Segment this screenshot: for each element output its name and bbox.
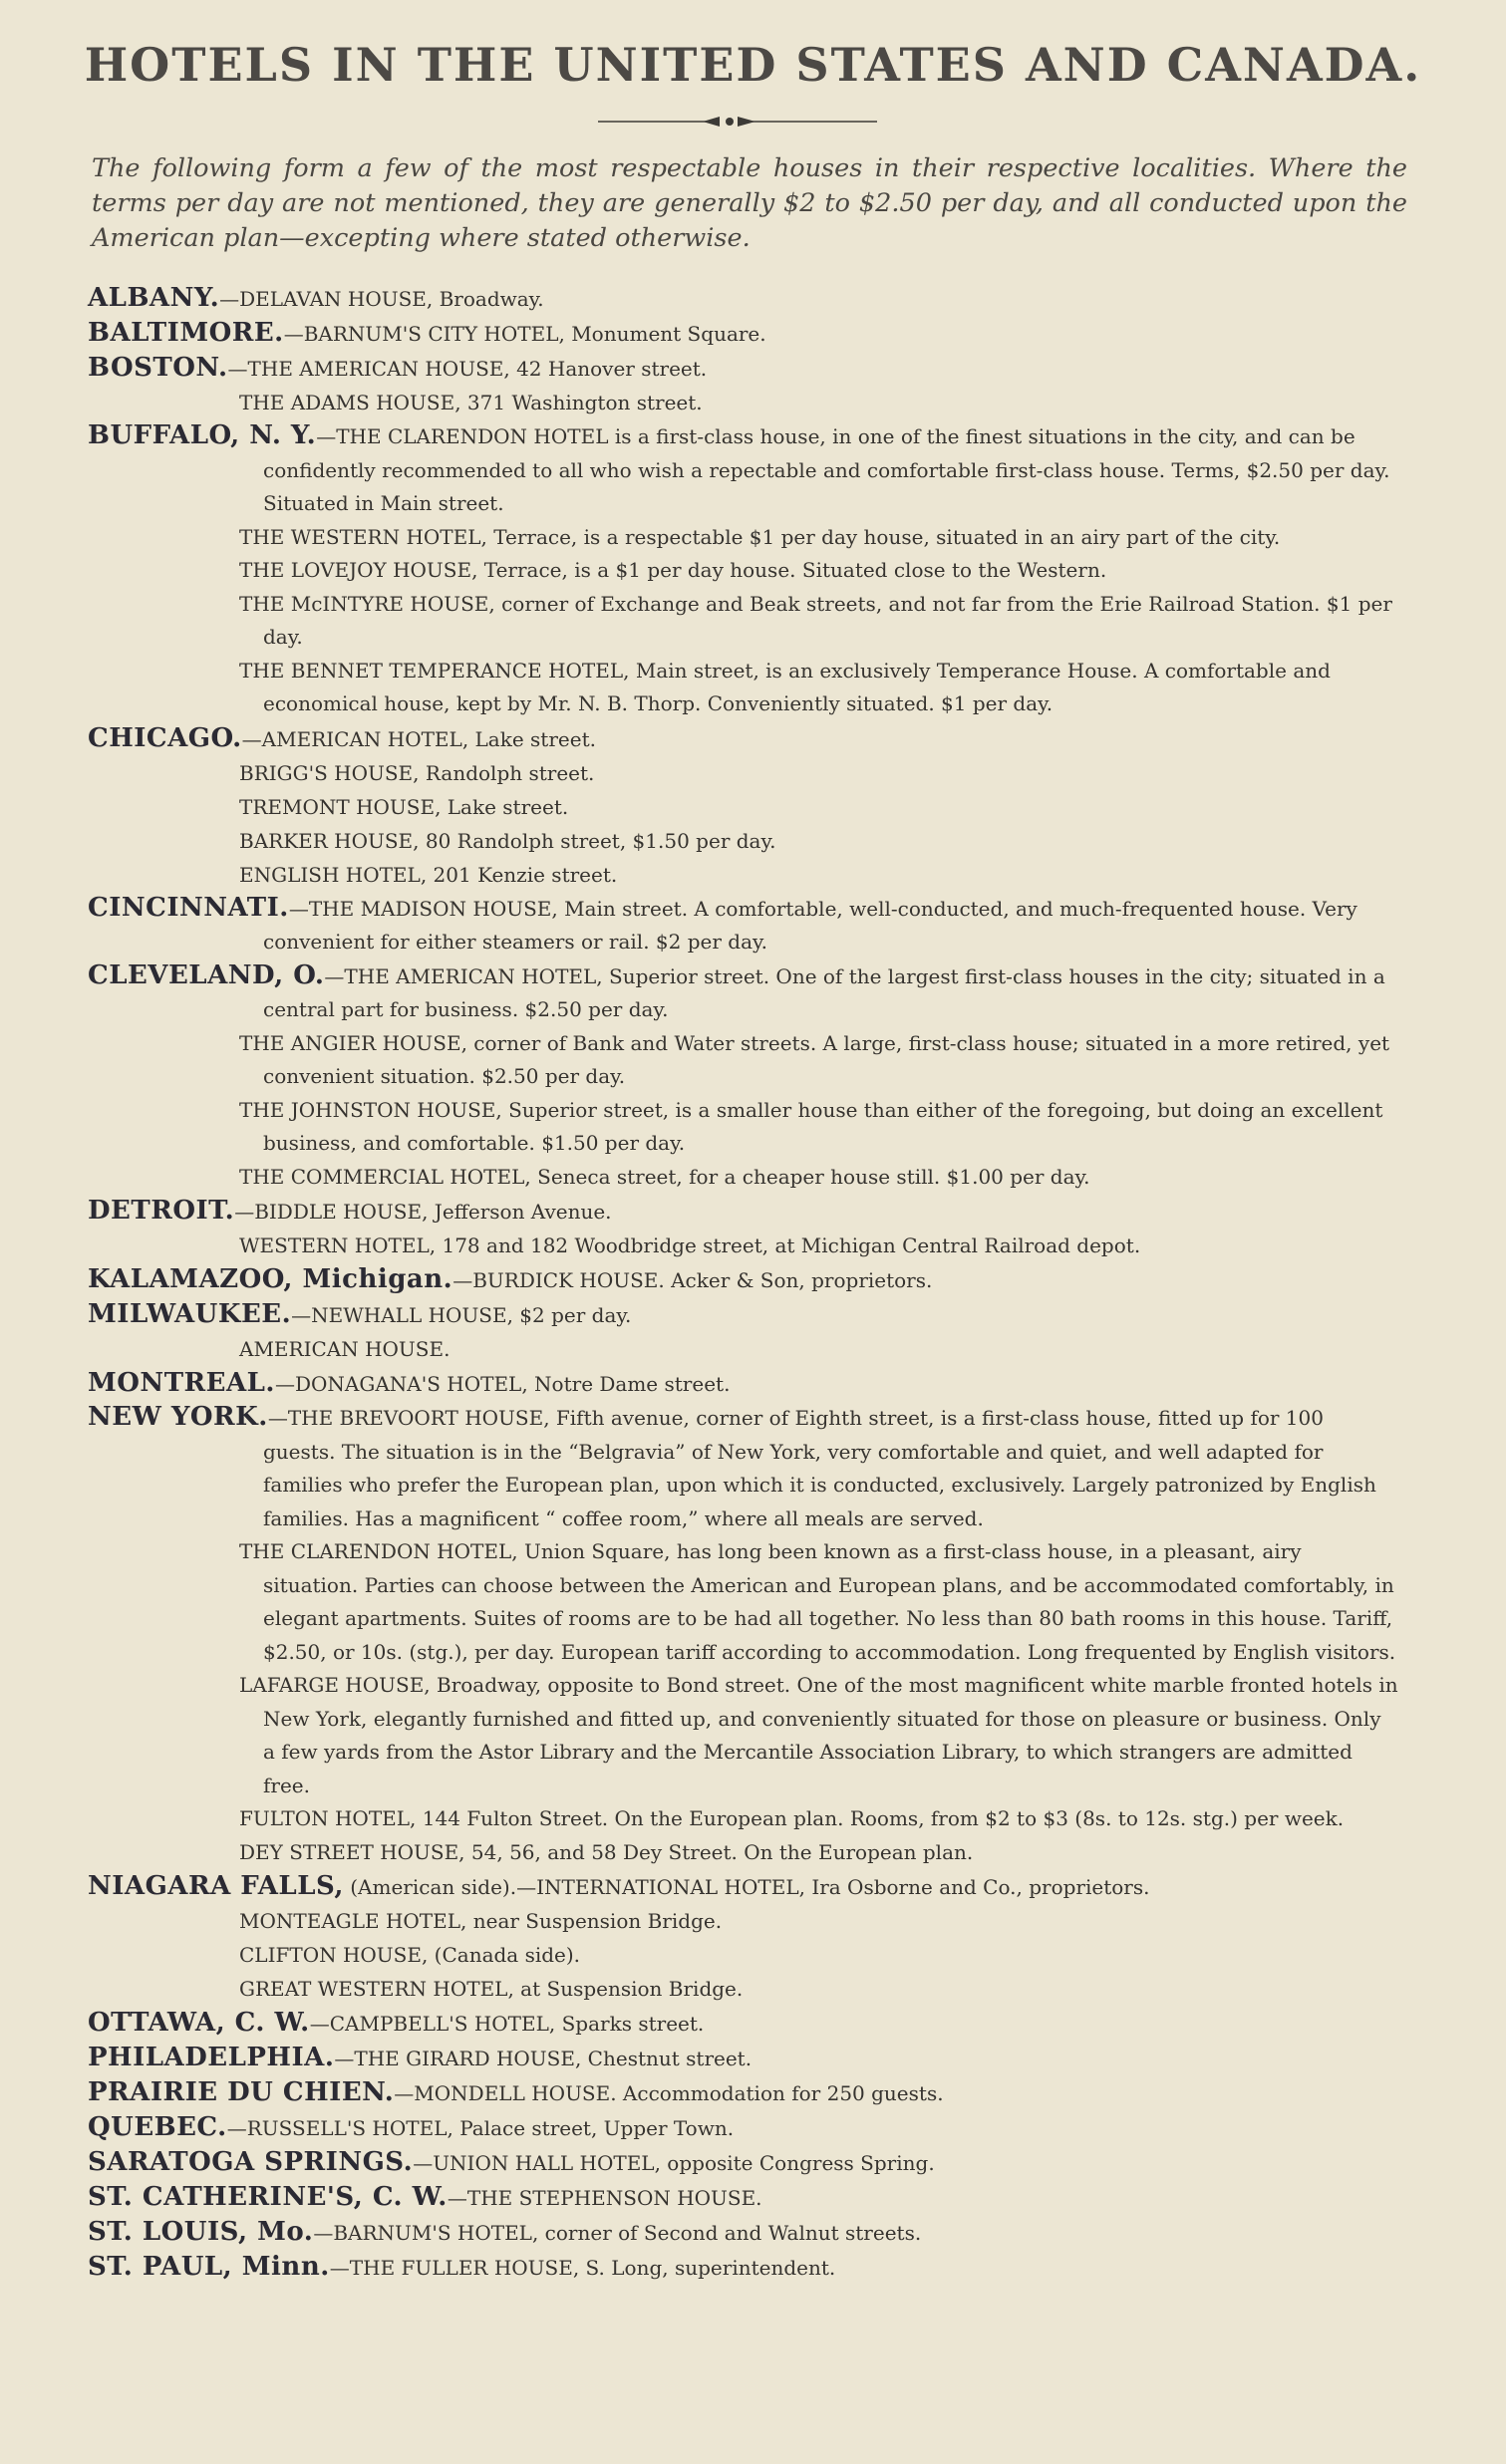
hotel-text: —RUSSELL'S HOTEL, Palace street, Upper Town. (226, 2116, 735, 2140)
page-title: HOTELS IN THE UNITED STATES AND CANADA. (84, 38, 1422, 92)
entry-cincinnati (88, 892, 1398, 959)
hotel-text: —DELAVAN HOUSE, Broadway. (219, 287, 544, 311)
entry-saratoga-springs (88, 2145, 1398, 2180)
sub-hotel: BARKER HOUSE, 80 Randolph street, $1.50 per day. (239, 828, 776, 853)
city-name: NEW YORK. (88, 1402, 268, 1432)
hotel-list (88, 281, 1398, 2285)
hotel-text: —CAMPBELL'S HOTEL, Sparks street. (309, 2012, 705, 2036)
sub-hotel: AMERICAN HOUSE. (239, 1337, 451, 1361)
sub-hotel: WESTERN HOTEL, 178 and 182 Woodbridge street, at Michigan Central Railroad depot. (239, 1233, 1141, 1257)
entry-st-louis (88, 2215, 1398, 2250)
sub-hotel: FULTON HOTEL, 144 Fulton Street. On the European plan. Rooms, from $2 to $3 (8s. to 12s. stg.) per week. (239, 1806, 1345, 1830)
entry-cleveland (88, 959, 1398, 1027)
hotel-text: —NEWHALL HOUSE, $2 per day. (291, 1303, 632, 1327)
entry-detroit (88, 1194, 1398, 1229)
city-name: OTTAWA, C. W. (88, 2008, 310, 2038)
city-name: CLEVELAND, O. (88, 959, 325, 990)
hotel-text: —THE MADISON HOUSE, Main street. A comfortable, well-conducted, and much-frequented house. Very convenient for either steamers or rail. $2 per day. (263, 896, 1357, 954)
hotel-text: —THE GIRARD HOUSE, Chestnut street. (334, 2047, 753, 2070)
sub-hotel: THE CLARENDON HOTEL, Union Square, has long been known as a first-class house, in a pleasant, airy situation. Parties can choose between the American and European plans, and be accommodated comfortably, in elegant apartments. Suites of rooms are to be had all together. No less than 80 bath rooms in this house. Tariff, $2.50, or 10s. (stg.), per day. European tariff according to accommodation. Long frequented by English visitors. (239, 1539, 1396, 1664)
sub-hotel: THE LOVEJOY HOUSE, Terrace, is a $1 per day house. Situated close to the Western. (239, 558, 1107, 582)
sub-hotel: GREAT WESTERN HOTEL, at Suspension Bridge. (239, 1977, 744, 2001)
hotel-text: —BARNUM'S CITY HOTEL, Monument Square. (283, 322, 766, 346)
entry-milwaukee (88, 1297, 1398, 1332)
city-name: BUFFALO, N. Y. (88, 420, 317, 450)
city-name: CHICAGO. (88, 722, 242, 753)
entry-niagara-falls (88, 1869, 1398, 1904)
hotel-text: —DONAGANA'S HOTEL, Notre Dame street. (274, 1372, 731, 1396)
hotel-text: —THE BREVOORT HOUSE, Fifth avenue, corner of Eighth street, is a first-class house, fitted up for 100 guests. The situation is in the “Belgravia” of New York, very comfortable and quiet, and well adapted for families who prefer the European plan, upon which it is conducted, exclusively. Largely patronized by English families. Has a magnificent “ coffee room,” where all meals are served. (263, 1406, 1376, 1530)
intro-paragraph: The following form a few of the most respectable houses in their respective localities. Where the terms per day are not mentioned, they are generally $2 to $2.50 per day, and all conducted upon the American plan—excepting where stated otherwise. (92, 153, 1407, 253)
entry-new-york (88, 1401, 1398, 1535)
entry-quebec (88, 2110, 1398, 2145)
city-name: SARATOGA SPRINGS. (88, 2147, 414, 2177)
city-name: BOSTON. (88, 353, 228, 383)
sub-hotel: THE ANGIER HOUSE, corner of Bank and Water streets. A large, first-class house; situated in a more retired, yet convenient situation. $2.50 per day. (239, 1030, 1390, 1088)
city-name: KALAMAZOO, Michigan. (88, 1264, 453, 1294)
city-name: MONTREAL. (88, 1368, 275, 1398)
sub-hotel: TREMONT HOUSE, Lake street. (239, 794, 569, 819)
sub-hotel: ENGLISH HOTEL, 201 Kenzie street. (239, 862, 618, 887)
entry-baltimore (88, 316, 1398, 351)
city-name: DETROIT. (88, 1196, 235, 1226)
city-name: BALTIMORE. (88, 318, 284, 348)
sub-hotel: LAFARGE HOUSE, Broadway, opposite to Bond street. One of the most magnificent white marble fronted hotels in New York, elegantly furnished and fitted up, and conveniently situated for those on pleasure or business. Only a few yards from the Astor Library and the Mercantile Association Library, to which strangers are admitted free. (239, 1673, 1398, 1797)
entry-st-catherines (88, 2180, 1398, 2215)
city-name: MILWAUKEE. (88, 1299, 292, 1329)
hotel-text: —THE STEPHENSON HOUSE. (447, 2186, 762, 2210)
hotel-text: —THE FULLER HOUSE, S. Long, superintendent. (329, 2256, 836, 2280)
hotel-text: —THE AMERICAN HOTEL, Superior street. One of the largest first-class houses in the city; situated in a central part for business. $2.50 per day. (263, 963, 1385, 1021)
city-name: CINCINNATI. (88, 892, 289, 923)
entry-st-paul (88, 2250, 1398, 2285)
entry-kalamazoo (88, 1262, 1398, 1297)
hotel-text: —AMERICAN HOTEL, Lake street. (241, 726, 596, 751)
city-name: NIAGARA FALLS, (88, 1871, 344, 1901)
sub-hotel: THE WESTERN HOTEL, Terrace, is a respectable $1 per day house, situated in an airy part of the city. (239, 524, 1281, 549)
sub-hotel: CLIFTON HOUSE, (Canada side). (239, 1943, 581, 1967)
city-name: ST. LOUIS, Mo. (88, 2217, 314, 2247)
entry-albany (88, 281, 1398, 316)
hotel-text: —BIDDLE HOUSE, Jefferson Avenue. (234, 1200, 612, 1224)
entry-chicago (88, 721, 1398, 756)
city-name: QUEBEC. (88, 2112, 227, 2142)
hotel-text: —UNION HALL HOTEL, opposite Congress Spring. (413, 2151, 935, 2175)
city-name: ST. CATHERINE'S, C. W. (88, 2182, 448, 2212)
sub-hotel: THE McINTYRE HOUSE, corner of Exchange and Beak streets, and not far from the Erie Railroad Station. $1 per day. (239, 591, 1392, 649)
sub-hotel: THE COMMERCIAL HOTEL, Seneca street, for a cheaper house still. $1.00 per day. (239, 1164, 1090, 1189)
city-name: ALBANY. (88, 283, 220, 313)
hotel-text: —THE CLARENDON HOTEL is a first-class house, in one of the finest situations in the city, and can be confidently recommended to all who wish a repectable and comfortable first-class house. Terms, $2.50 per day. Situated in Main street. (263, 424, 1390, 515)
entry-philadelphia (88, 2041, 1398, 2075)
hotel-text: —MONDELL HOUSE. Accommodation for 250 guests. (394, 2081, 944, 2105)
entry-buffalo (88, 419, 1398, 521)
city-name: PRAIRIE DU CHIEN. (88, 2077, 395, 2107)
city-name: ST. PAUL, Minn. (88, 2252, 330, 2282)
ornament-divider-icon (598, 112, 877, 132)
hotel-text: —BARNUM'S HOTEL, corner of Second and Walnut streets. (313, 2221, 922, 2245)
hotel-text: (American side).—INTERNATIONAL HOTEL, Ira Osborne and Co., proprietors. (343, 1875, 1150, 1899)
hotel-text: —THE AMERICAN HOUSE, 42 Hanover street. (227, 357, 708, 381)
sub-hotel: DEY STREET HOUSE, 54, 56, and 58 Dey Street. On the European plan. (239, 1839, 974, 1864)
entry-ottawa (88, 2006, 1398, 2041)
entry-montreal (88, 1366, 1398, 1401)
sub-hotel: MONTEAGLE HOTEL, near Suspension Bridge. (239, 1909, 723, 1933)
city-name: PHILADELPHIA. (88, 2043, 335, 2072)
sub-hotel: THE BENNET TEMPERANCE HOTEL, Main street, is an exclusively Temperance House. A comfortable and economical house, kept by Mr. N. B. Thorp. Conveniently situated. $1 per day. (239, 658, 1331, 715)
entry-prairie-du-chien (88, 2075, 1398, 2110)
sub-hotel: BRIGG'S HOUSE, Randolph street. (239, 760, 595, 785)
hotel-text: —BURDICK HOUSE. Acker & Son, proprietors. (452, 1268, 933, 1292)
entry-boston (88, 351, 1398, 386)
sub-hotel: THE JOHNSTON HOUSE, Superior street, is a smaller house than either of the foregoing, but doing an excellent business, and comfortable. $1.50 per day. (239, 1097, 1383, 1155)
sub-hotel: THE ADAMS HOUSE, 371 Washington street. (239, 391, 703, 414)
